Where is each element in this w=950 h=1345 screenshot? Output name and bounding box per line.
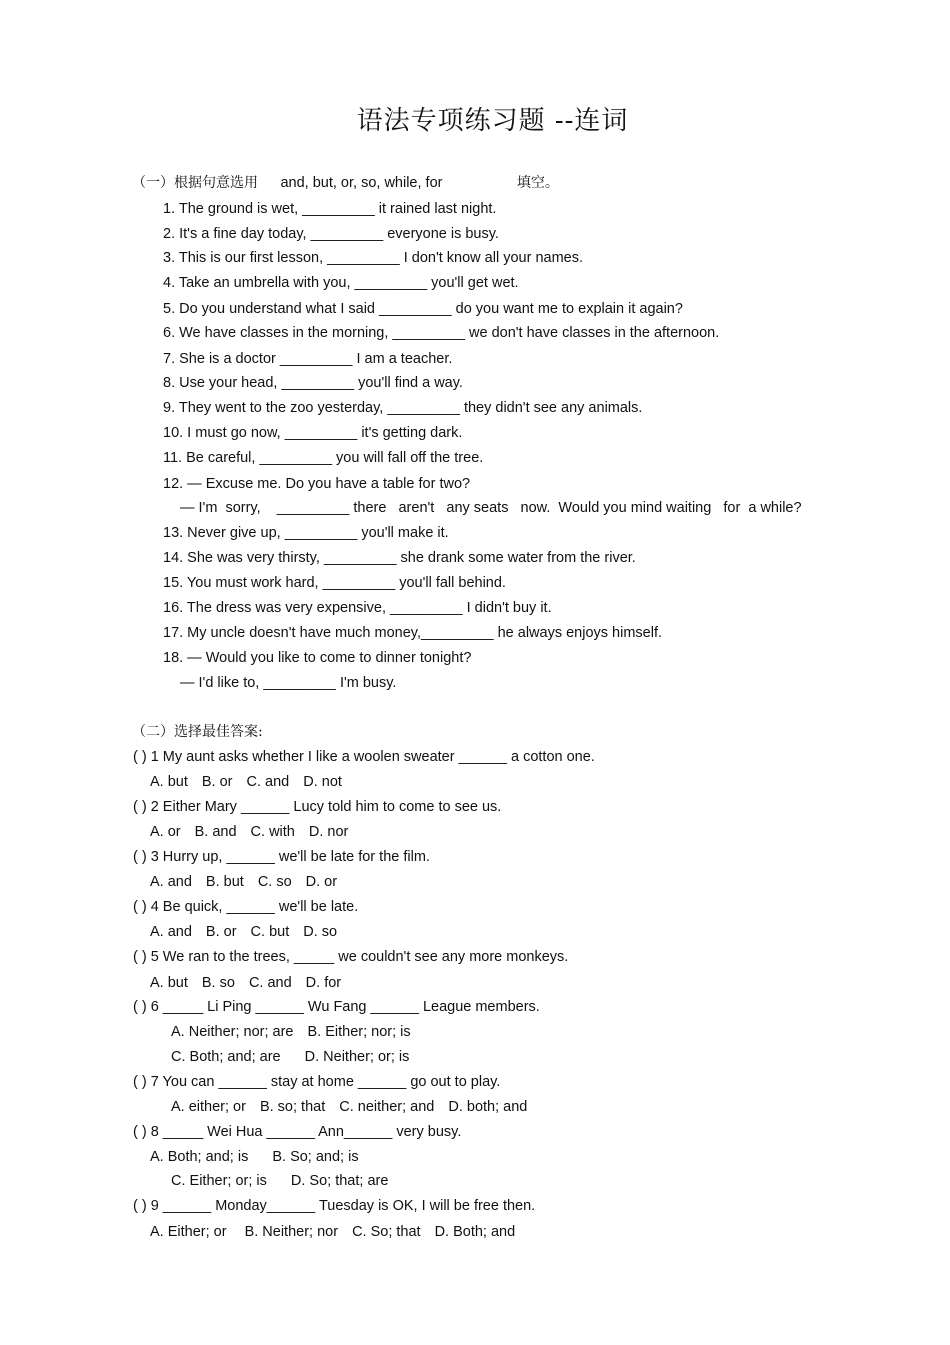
option: D. Neither; or; is: [304, 1049, 410, 1065]
option: C. and: [248, 975, 292, 991]
option: C. but: [250, 924, 290, 940]
option: D. for: [305, 975, 342, 991]
fill-item: 11. Be careful, _________ you will fall off the tree.: [163, 450, 484, 466]
choice-options: [150, 773, 356, 791]
option: D. not: [303, 774, 342, 790]
section1-heading: [132, 174, 559, 192]
fill-item: 16. The dress was very expensive, _________ I didn't buy it.: [163, 600, 552, 616]
fill-item: 8. Use your head, _________ you'll find a way.: [163, 375, 463, 391]
choice-options: [171, 1023, 425, 1041]
option: D. so: [303, 924, 338, 940]
choice-options: [171, 1048, 423, 1066]
option: B. but: [205, 874, 244, 890]
option: B. so: [201, 975, 235, 991]
option: D. So; that; are: [290, 1173, 389, 1189]
option: B. or: [201, 774, 233, 790]
fill-item: 1. The ground is wet, _________ it rained last night.: [163, 201, 497, 217]
choice-options: [150, 1223, 529, 1241]
choice-question: ( ) 9 ______ Monday______ Tuesday is OK, I will be free then.: [133, 1198, 536, 1214]
option: A. either; or: [171, 1099, 246, 1115]
option: D. Both; and: [434, 1224, 516, 1240]
fill-item: 7. She is a doctor _________ I am a teacher.: [163, 351, 453, 367]
choice-question: ( ) 7 You can ______ stay at home ______ go out to play.: [133, 1074, 501, 1090]
option: A. Either; or: [150, 1224, 227, 1240]
option: C. Either; or; is: [171, 1173, 267, 1189]
fill-item-reply: — I'd like to, _________ I'm busy.: [180, 675, 397, 691]
fill-item: 5. Do you understand what I said _________ do you want me to explain it again?: [163, 301, 683, 317]
choice-options: [150, 1148, 373, 1166]
option: B. so; that: [259, 1099, 326, 1115]
option: A. and: [150, 874, 192, 890]
choice-options: [150, 923, 351, 941]
choice-question: ( ) 5 We ran to the trees, _____ we couldn't see any more monkeys.: [133, 949, 569, 965]
choice-question: ( ) 3 Hurry up, ______ we'll be late for the film.: [133, 849, 430, 865]
section2-heading: （二）选择最佳答案:: [132, 724, 263, 740]
option: B. and: [194, 824, 237, 840]
fill-item: 9. They went to the zoo yesterday, _________ they didn't see any animals.: [163, 400, 643, 416]
page-title: 语法专项练习题 --连词: [356, 106, 629, 136]
option: B. Either; nor; is: [307, 1024, 411, 1040]
choice-question: ( ) 4 Be quick, ______ we'll be late.: [133, 899, 359, 915]
option: A. Neither; nor; are: [171, 1024, 294, 1040]
option: C. with: [250, 824, 295, 840]
option: C. neither; and: [339, 1099, 435, 1115]
fill-item-reply: — I'm sorry, _________ there aren't any seats now. Would you mind waiting for a while?: [180, 500, 802, 516]
fill-item: 13. Never give up, _________ you'll make it.: [163, 525, 449, 541]
fill-item: 3. This is our first lesson, _________ I don't know all your names.: [163, 250, 584, 266]
fill-item: 2. It's a fine day today, _________ everyone is busy.: [163, 226, 499, 242]
option: A. Both; and; is: [150, 1149, 249, 1165]
option: D. or: [305, 874, 338, 890]
option: C. so: [257, 874, 292, 890]
option: D. nor: [308, 824, 349, 840]
option: C. and: [246, 774, 290, 790]
choice-options: [171, 1098, 541, 1116]
option: B. or: [205, 924, 237, 940]
fill-item: 10. I must go now, _________ it's getting dark.: [163, 425, 463, 441]
section1-heading-suffix: 填空。: [516, 175, 559, 191]
section1-heading-prefix: （一）根据句意选用: [132, 175, 258, 191]
fill-item: 6. We have classes in the morning, _________ we don't have classes in the afternoon.: [163, 325, 720, 341]
fill-item: 15. You must work hard, _________ you'll fall behind.: [163, 575, 506, 591]
section1-word-list: and, but, or, so, while, for: [280, 175, 443, 191]
option: C. So; that: [352, 1224, 421, 1240]
option: B. So; and; is: [272, 1149, 359, 1165]
choice-question: ( ) 1 My aunt asks whether I like a woolen sweater ______ a cotton one.: [133, 749, 595, 765]
choice-options: [150, 823, 362, 841]
fill-item: 18. — Would you like to come to dinner tonight?: [163, 650, 472, 666]
choice-question: ( ) 2 Either Mary ______ Lucy told him to come to see us.: [133, 799, 502, 815]
fill-item: 12. — Excuse me. Do you have a table for two?: [163, 476, 471, 492]
choice-options: [171, 1172, 402, 1190]
option: D. both; and: [448, 1099, 528, 1115]
choice-question: ( ) 8 _____ Wei Hua ______ Ann______ very busy.: [133, 1124, 462, 1140]
option: A. but: [150, 774, 188, 790]
choice-options: [150, 974, 355, 992]
choice-question: ( ) 6 _____ Li Ping ______ Wu Fang ______ League members.: [133, 999, 540, 1015]
fill-item: 4. Take an umbrella with you, _________ you'll get wet.: [163, 275, 519, 291]
choice-options: [150, 873, 351, 891]
option: A. and: [150, 924, 192, 940]
option: A. but: [150, 975, 188, 991]
option: C. Both; and; are: [171, 1049, 281, 1065]
fill-item: 14. She was very thirsty, _________ she drank some water from the river.: [163, 550, 636, 566]
option: B. Neither; nor: [244, 1224, 339, 1240]
fill-item: 17. My uncle doesn't have much money,_________ he always enjoys himself.: [163, 625, 663, 641]
option: A. or: [150, 824, 181, 840]
